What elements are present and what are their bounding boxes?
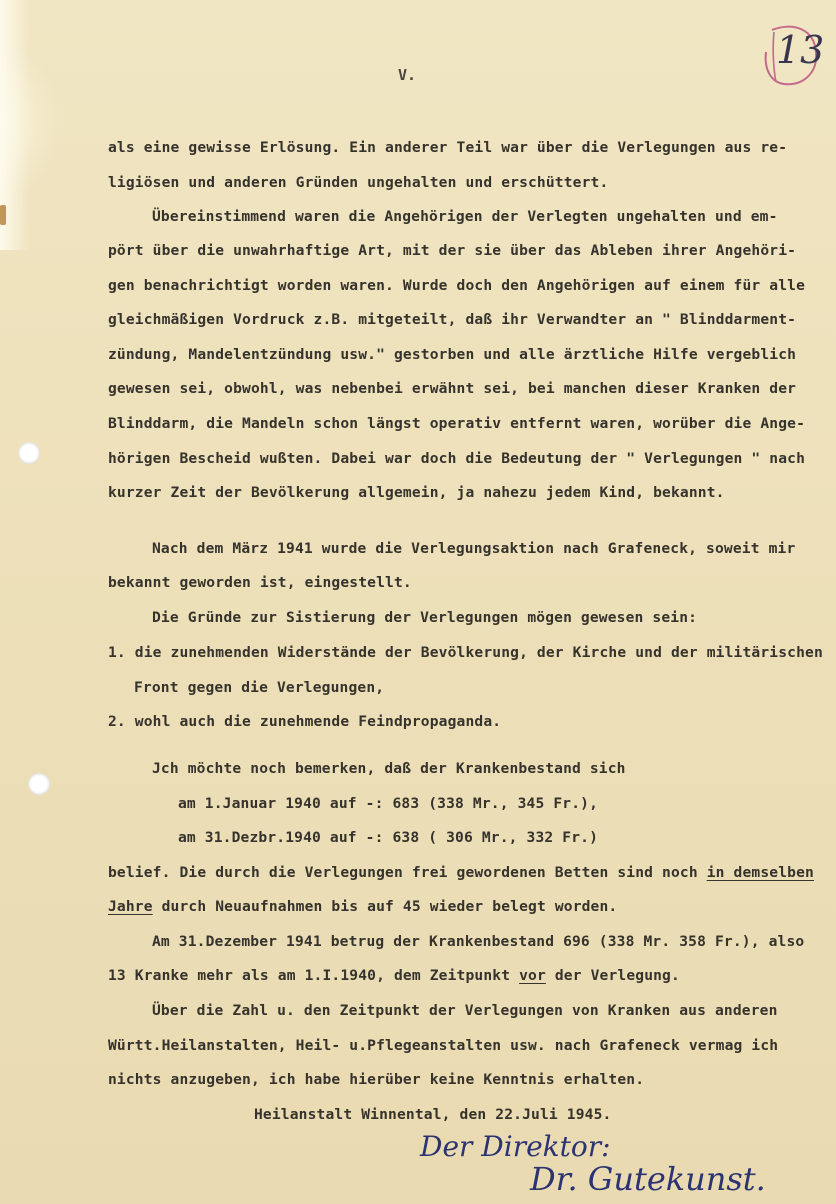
text-line: ligiösen und anderen Gründen ungehalten und erschüttert. — [108, 174, 609, 191]
text-line: gen benachrichtigt worden waren. Wurde doch den Angehörigen auf einem für alle — [108, 277, 806, 294]
text-line: Jch möchte noch bemerken, daß der Krankenbestand sich — [152, 760, 626, 777]
underlined-phrase: in demselben — [706, 864, 814, 881]
text-line: gewesen sei, obwohl, was nebenbei erwähnt sei, bei manchen dieser Kranken der — [108, 380, 797, 397]
text-line — [108, 967, 680, 984]
text-line: hörigen Bescheid wußten. Dabei war doch die Bedeutung der " Verlegungen " nach — [108, 450, 806, 467]
text-segment: der Verlegung. — [554, 967, 680, 984]
place-date-line: Heilanstalt Winnental, den 22.Juli 1945. — [254, 1106, 612, 1123]
text-line: Übereinstimmend waren die Angehörigen der Verlegten ungehalten und em- — [152, 208, 778, 225]
list-item-continuation: Front gegen die Verlegungen, — [134, 679, 385, 696]
underlined-word: vor — [519, 967, 546, 984]
patient-count-line: am 31.Dezbr.1940 auf -: 638 ( 306 Mr., 332 Fr.) — [178, 829, 599, 846]
text-line — [108, 864, 814, 881]
text-line — [108, 898, 617, 915]
text-line: pört über die unwahrhaftige Art, mit der sie über das Ableben ihrer Angehöri- — [108, 242, 797, 259]
text-line: als eine gewisse Erlösung. Ein anderer Teil war über die Verlegungen aus re- — [108, 139, 788, 156]
text-line: Nach dem März 1941 wurde die Verlegungsaktion nach Grafeneck, soweit mir — [152, 540, 796, 557]
signature-name: Dr. Gutekunst. — [530, 1160, 766, 1198]
text-line: Die Gründe zur Sistierung der Verlegungen mögen gewesen sein: — [152, 609, 698, 626]
punch-hole-lower — [28, 773, 50, 795]
text-segment: durch Neuaufnahmen bis auf 45 wieder belegt worden. — [161, 898, 618, 915]
text-line: zündung, Mandelentzündung usw." gestorben und alle ärztliche Hilfe vergeblich — [108, 346, 797, 363]
underlined-phrase: Jahre — [108, 898, 153, 915]
text-segment: 13 Kranke mehr als am 1.I.1940, dem Zeitpunkt — [108, 967, 511, 984]
text-line: Württ.Heilanstalten, Heil- u.Pflegeanstalten usw. nach Grafeneck vermag ich — [108, 1037, 779, 1054]
text-line: Über die Zahl u. den Zeitpunkt der Verlegungen von Kranken aus anderen — [152, 1002, 778, 1019]
punch-hole-upper — [18, 442, 40, 464]
text-line: bekannt geworden ist, eingestellt. — [108, 574, 412, 591]
text-line: Blinddarm, die Mandeln schon längst operativ entfernt waren, worüber die Ange- — [108, 415, 806, 432]
text-line: gleichmäßigen Vordruck z.B. mitgeteilt, daß ihr Verwandter an " Blinddarment- — [108, 311, 797, 328]
text-line: kurzer Zeit der Bevölkerung allgemein, ja nahezu jedem Kind, bekannt. — [108, 484, 725, 501]
text-segment: belief. Die durch die Verlegungen frei gewordenen Betten sind noch — [108, 864, 698, 881]
rust-stain — [0, 205, 6, 225]
text-line: Am 31.Dezember 1941 betrug der Krankenbestand 696 (338 Mr. 358 Fr.), also — [152, 933, 805, 950]
text-line: nichts anzugeben, ich habe hierüber keine Kenntnis erhalten. — [108, 1071, 645, 1088]
patient-count-line: am 1.Januar 1940 auf -: 683 (338 Mr., 345 Fr.), — [178, 795, 599, 812]
page-number: V. — [398, 66, 417, 84]
list-item: 2. wohl auch die zunehmende Feindpropaganda. — [108, 713, 502, 730]
signature-title: Der Direktor: — [420, 1130, 611, 1163]
folio-number: 13 — [776, 28, 825, 72]
list-item: 1. die zunehmenden Widerstände der Bevölkerung, der Kirche und der militärischen — [108, 644, 823, 661]
